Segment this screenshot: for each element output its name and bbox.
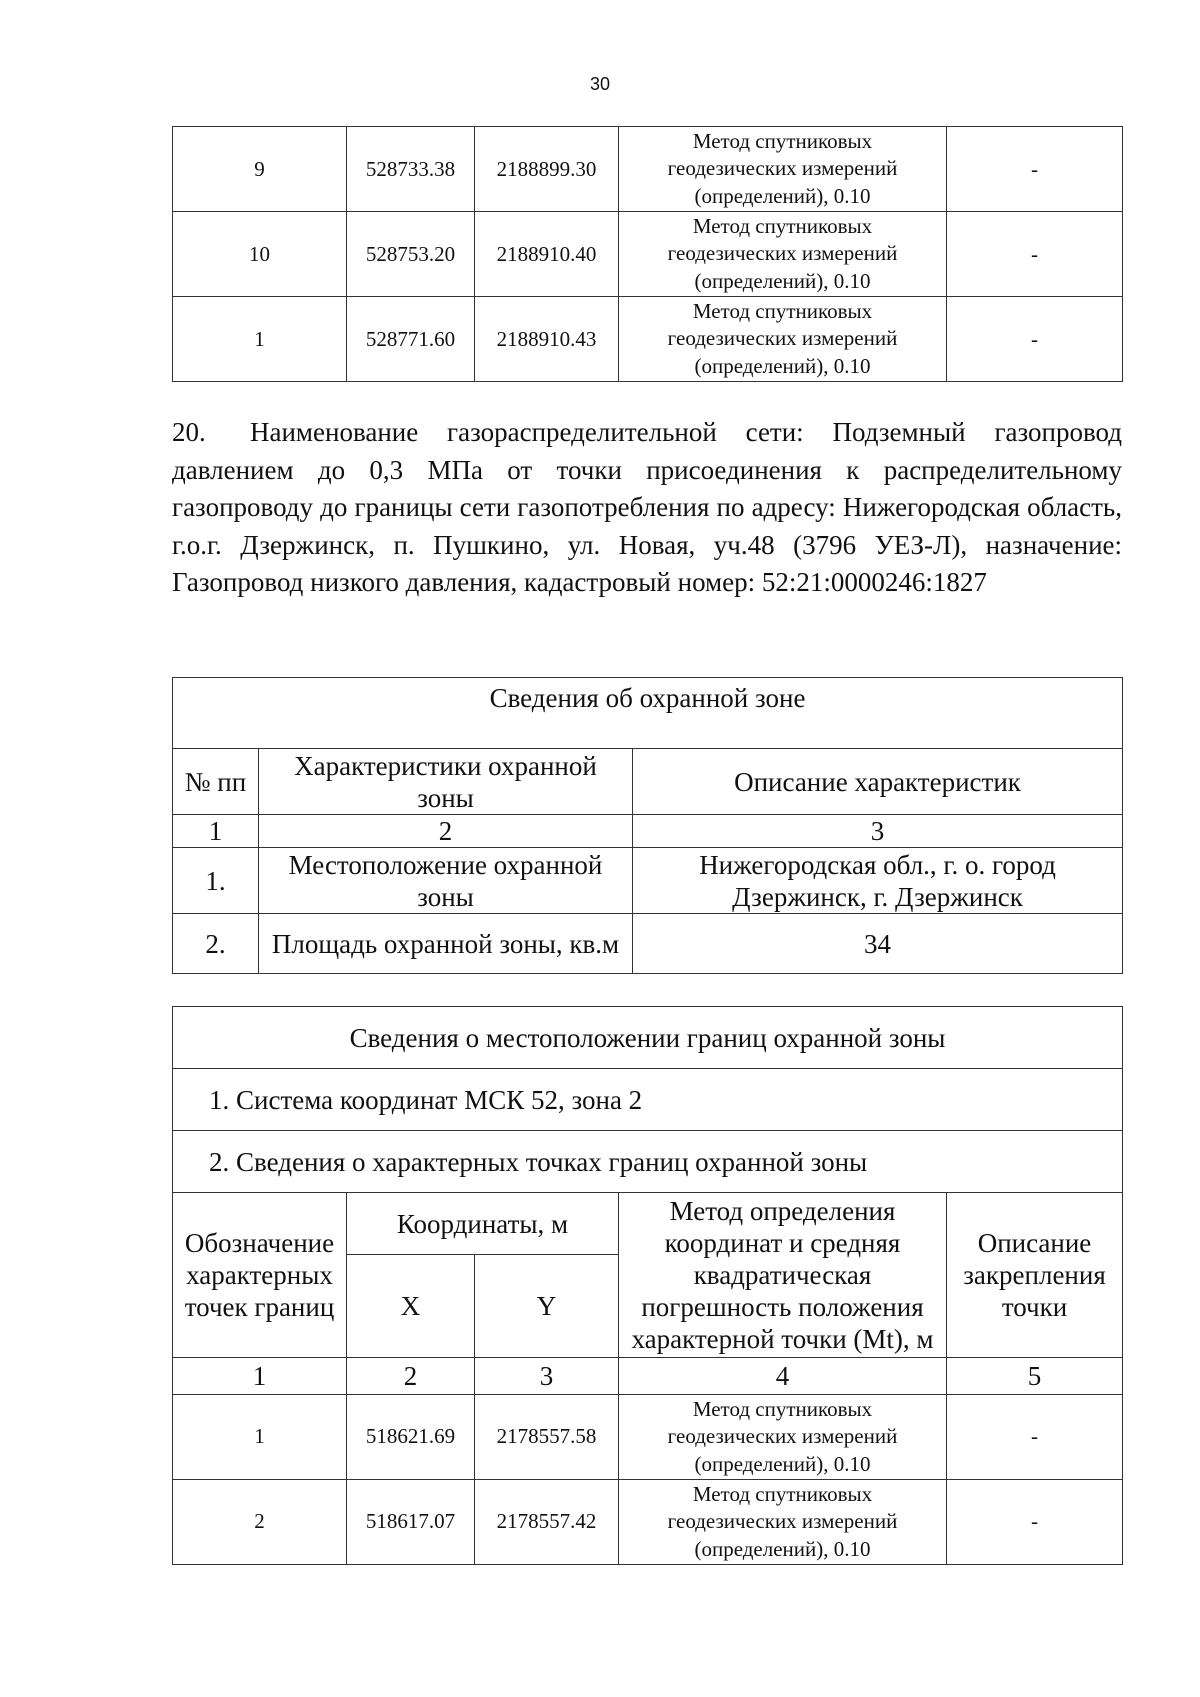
method	[619, 127, 947, 212]
header-fixing-description: Описание закрепления точки	[947, 1193, 1123, 1358]
header-designation: Обозначение характерных точек границ	[173, 1193, 347, 1358]
y-coordinate: 2188910.43	[475, 297, 619, 382]
method-line: геодезических измерений	[667, 1424, 898, 1449]
zone-row-num: 2.	[173, 914, 259, 974]
x-coordinate: 518621.69	[347, 1395, 475, 1480]
method	[619, 297, 947, 382]
x-coordinate: 528771.60	[347, 297, 475, 382]
x-coordinate: 518617.07	[347, 1480, 475, 1565]
header-y: Y	[475, 1255, 619, 1358]
col-num-3: 3	[475, 1358, 619, 1395]
col-num-2: 2	[259, 815, 633, 848]
fixing-description: -	[947, 212, 1123, 297]
zone-table-title: Сведения об охранной зоне	[173, 678, 1123, 749]
method	[619, 212, 947, 297]
method-line: (определений), 0.10	[694, 268, 871, 293]
method-line: Метод спутниковых	[692, 128, 873, 153]
col-num-3: 3	[633, 815, 1123, 848]
x-coordinate: 528753.20	[347, 212, 475, 297]
gas-network-paragraph	[172, 414, 1122, 602]
paragraph-text: Наименование газораспределительной сети: Подземный газопровод давлением до 0,3 МПа от точки присоединения к распределительному газопроводу до границы сети газопотребления по адресу: Нижегородская область, г.о.г. Дзержинск, п. Пушкино, ул. Новая, уч.48 (3796 УЕЗ-Л), назначение: Газопровод низкого давления, кадастровый номер: 52:21:0000246:1827	[172, 417, 1122, 597]
header-method: Метод определения координат и средняя квадратическая погрешность положения характерной точки (Mt), м	[619, 1193, 947, 1358]
coordinate-system: 1. Система координат МСК 52, зона 2	[173, 1069, 1123, 1131]
header-characteristics: Характеристики охранной зоны	[259, 749, 633, 815]
method-line: геодезических измерений	[667, 156, 898, 181]
method-line: Метод спутниковых	[692, 1396, 873, 1421]
method-line: геодезических измерений	[667, 326, 898, 351]
table-row	[173, 212, 1123, 297]
fixing-description: -	[947, 1395, 1123, 1480]
zone-row-num: 1.	[173, 848, 259, 914]
method-line: Метод спутниковых	[692, 1481, 873, 1506]
point-number: 2	[173, 1480, 347, 1565]
paragraph-number: 20.	[172, 417, 206, 447]
x-coordinate: 528733.38	[347, 127, 475, 212]
table-row	[173, 297, 1123, 382]
point-number: 1	[173, 297, 347, 382]
method-line: геодезических измерений	[667, 1509, 898, 1534]
header-description: Описание характеристик	[633, 749, 1123, 815]
method	[619, 1395, 947, 1480]
bounds-table-title: Сведения о местоположении границ охранной зоны	[173, 1007, 1123, 1069]
col-num-1: 1	[173, 815, 259, 848]
col-num-4: 4	[619, 1358, 947, 1395]
header-coordinates: Координаты, м	[347, 1193, 619, 1255]
zone-bounds-table	[172, 1006, 1123, 1565]
page-number: 30	[589, 74, 611, 94]
method-line: (определений), 0.10	[694, 183, 871, 208]
table-row	[173, 1395, 1123, 1480]
method-line: (определений), 0.10	[694, 353, 871, 378]
coordinates-table-continued	[172, 126, 1123, 382]
header-x: X	[347, 1255, 475, 1358]
zone-row-name: Площадь охранной зоны, кв.м	[259, 914, 633, 974]
points-title: 2. Сведения о характерных точках границ охранной зоны	[173, 1131, 1123, 1193]
method-line: Метод спутниковых	[692, 298, 873, 323]
fixing-description: -	[947, 127, 1123, 212]
y-coordinate: 2178557.58	[475, 1395, 619, 1480]
y-coordinate: 2188910.40	[475, 212, 619, 297]
point-number: 9	[173, 127, 347, 212]
col-num-2: 2	[347, 1358, 475, 1395]
protection-zone-table	[172, 677, 1123, 974]
zone-row-value: 34	[633, 914, 1123, 974]
fixing-description: -	[947, 1480, 1123, 1565]
table-row	[173, 127, 1123, 212]
method	[619, 1480, 947, 1565]
method-line: (определений), 0.10	[694, 1451, 871, 1476]
y-coordinate: 2188899.30	[475, 127, 619, 212]
zone-row-value: Нижегородская обл., г. о. город Дзержинск, г. Дзержинск	[633, 848, 1123, 914]
method-line: (определений), 0.10	[694, 1536, 871, 1561]
point-number: 1	[173, 1395, 347, 1480]
col-num-1: 1	[173, 1358, 347, 1395]
table-row	[173, 1480, 1123, 1565]
y-coordinate: 2178557.42	[475, 1480, 619, 1565]
point-number: 10	[173, 212, 347, 297]
method-line: Метод спутниковых	[692, 213, 873, 238]
col-num-5: 5	[947, 1358, 1123, 1395]
fixing-description: -	[947, 297, 1123, 382]
zone-row-name: Местоположение охранной зоны	[259, 848, 633, 914]
header-num: № пп	[173, 749, 259, 815]
method-line: геодезических измерений	[667, 241, 898, 266]
